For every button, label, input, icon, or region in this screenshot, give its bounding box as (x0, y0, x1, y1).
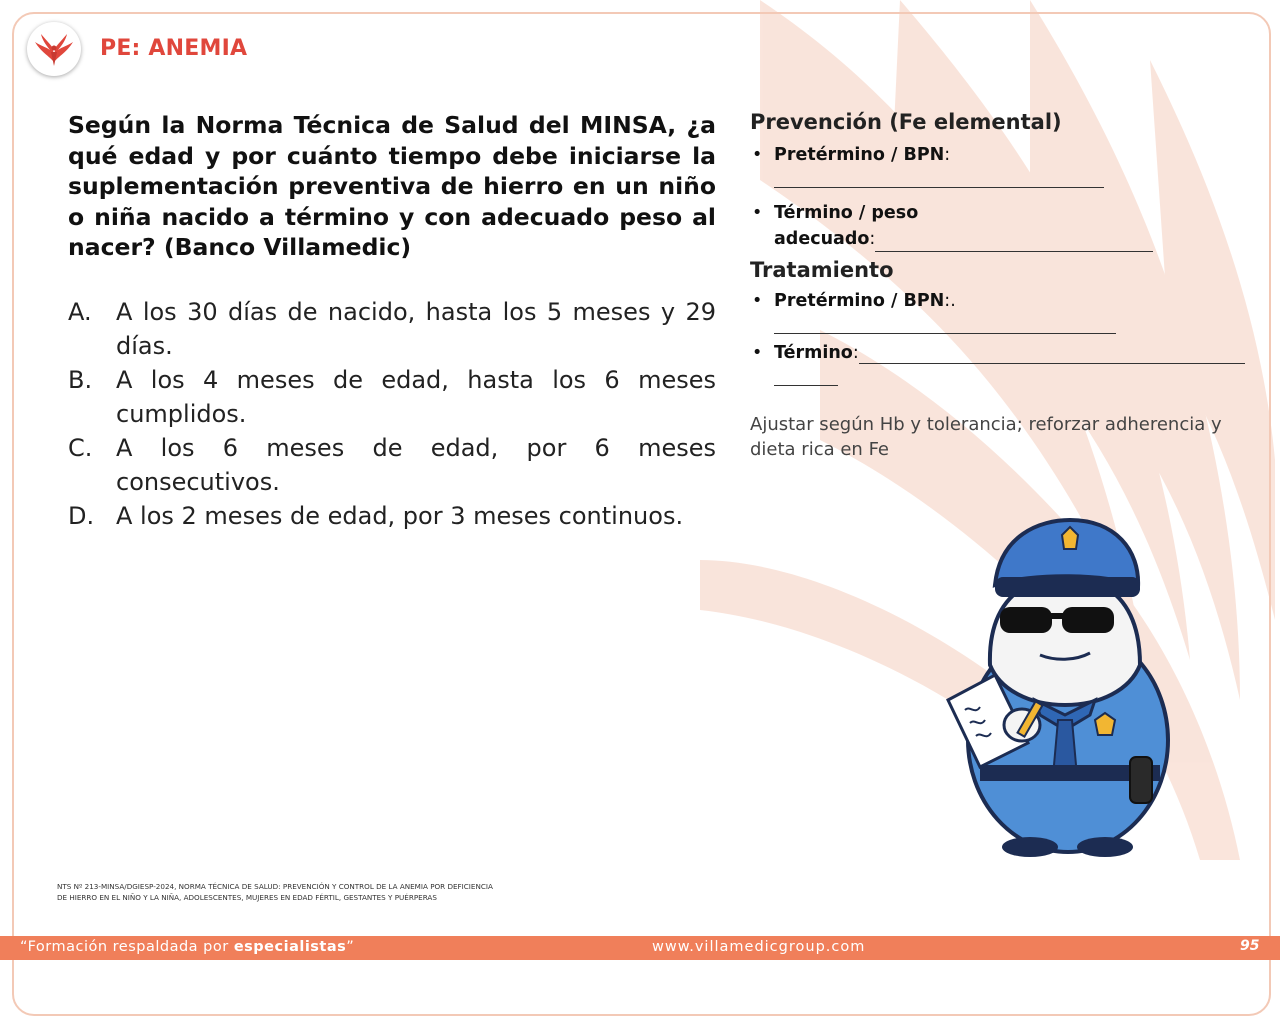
option-text: A los 6 meses de edad, por 6 meses consecutivos. (116, 434, 716, 496)
footer-slogan (20, 939, 354, 955)
footnote-line-2: DE HIERRO EN EL NIÑO Y LA NIÑA, ADOLESCENTES, MUJERES EN EDAD FÉRTIL, GESTANTES Y PUÉRPERAS (57, 893, 437, 902)
prevention-preterm-label: Pretérmino / BPN (774, 145, 945, 165)
treatment-preterm-label: Pretérmino / BPN (774, 291, 945, 311)
treatment-preterm-suffix: :. (944, 291, 956, 311)
footer-bar (0, 936, 1280, 960)
prevention-preterm-blank[interactable] (774, 173, 1104, 188)
prevention-preterm-item (750, 144, 1250, 188)
answer-options (68, 295, 716, 533)
option-a[interactable] (68, 295, 716, 363)
option-text: A los 2 meses de edad, por 3 meses continuos. (116, 502, 684, 530)
footer-website-link[interactable]: www.villamedicgroup.com (652, 939, 866, 955)
prevention-term-suffix: : (869, 229, 876, 249)
treatment-term-suffix: : (852, 343, 859, 363)
option-letter: A. (68, 298, 92, 326)
treatment-term-label: Término (774, 343, 853, 363)
treatment-term-blank-continued[interactable] (774, 371, 838, 386)
police-mascot-illustration (940, 515, 1180, 860)
prevention-preterm-suffix: : (944, 145, 951, 165)
page-title: PE: ANEMIA (100, 36, 248, 61)
option-c[interactable] (68, 431, 716, 499)
option-b[interactable] (68, 363, 716, 431)
reference-footnote (57, 881, 493, 903)
treatment-term-item (750, 342, 1250, 386)
adjustment-note: Ajustar según Hb y tolerancia; reforzar adherencia y dieta rica en Fe (750, 414, 1222, 460)
notes-panel (750, 110, 1250, 462)
prevention-term-blank[interactable] (875, 233, 1153, 252)
phoenix-logo-icon (27, 22, 81, 76)
treatment-preterm-item (750, 290, 1250, 334)
page-number: 95 (1240, 938, 1260, 954)
option-d[interactable] (68, 499, 716, 533)
prevention-term-label-line2: adecuado (774, 229, 870, 249)
option-letter: C. (68, 434, 93, 462)
footer-slogan-suffix: ” (346, 939, 355, 955)
prevention-title: Prevención (Fe elemental) (750, 110, 1062, 134)
question-text: Según la Norma Técnica de Salud del MINSA, ¿a qué edad y por cuánto tiempo debe iniciarse la suplementación preventiva de hierro en un niño o niña nacido a término y con adecuado peso al nacer? (Banco Villamedic) (68, 111, 716, 261)
treatment-term-blank[interactable] (859, 347, 1245, 364)
prevention-term-label-line1: Término / peso (774, 203, 919, 223)
option-letter: B. (68, 366, 93, 394)
footer-slogan-bold: especialistas (233, 939, 347, 955)
treatment-preterm-blank[interactable] (774, 319, 1116, 334)
option-text: A los 4 meses de edad, hasta los 6 meses cumplidos. (116, 366, 716, 428)
footnote-line-1: NTS Nº 213-MINSA/DGIESP-2024, NORMA TÉCNICA DE SALUD: PREVENCIÓN Y CONTROL DE LA ANEMIA POR DEFICIENCIA (57, 882, 493, 891)
option-letter: D. (68, 502, 95, 530)
treatment-title: Tratamiento (750, 258, 894, 282)
footer-slogan-prefix: “Formación respaldada por (20, 939, 234, 955)
option-text: A los 30 días de nacido, hasta los 5 meses y 29 días. (116, 298, 716, 360)
prevention-term-item (750, 200, 1250, 252)
